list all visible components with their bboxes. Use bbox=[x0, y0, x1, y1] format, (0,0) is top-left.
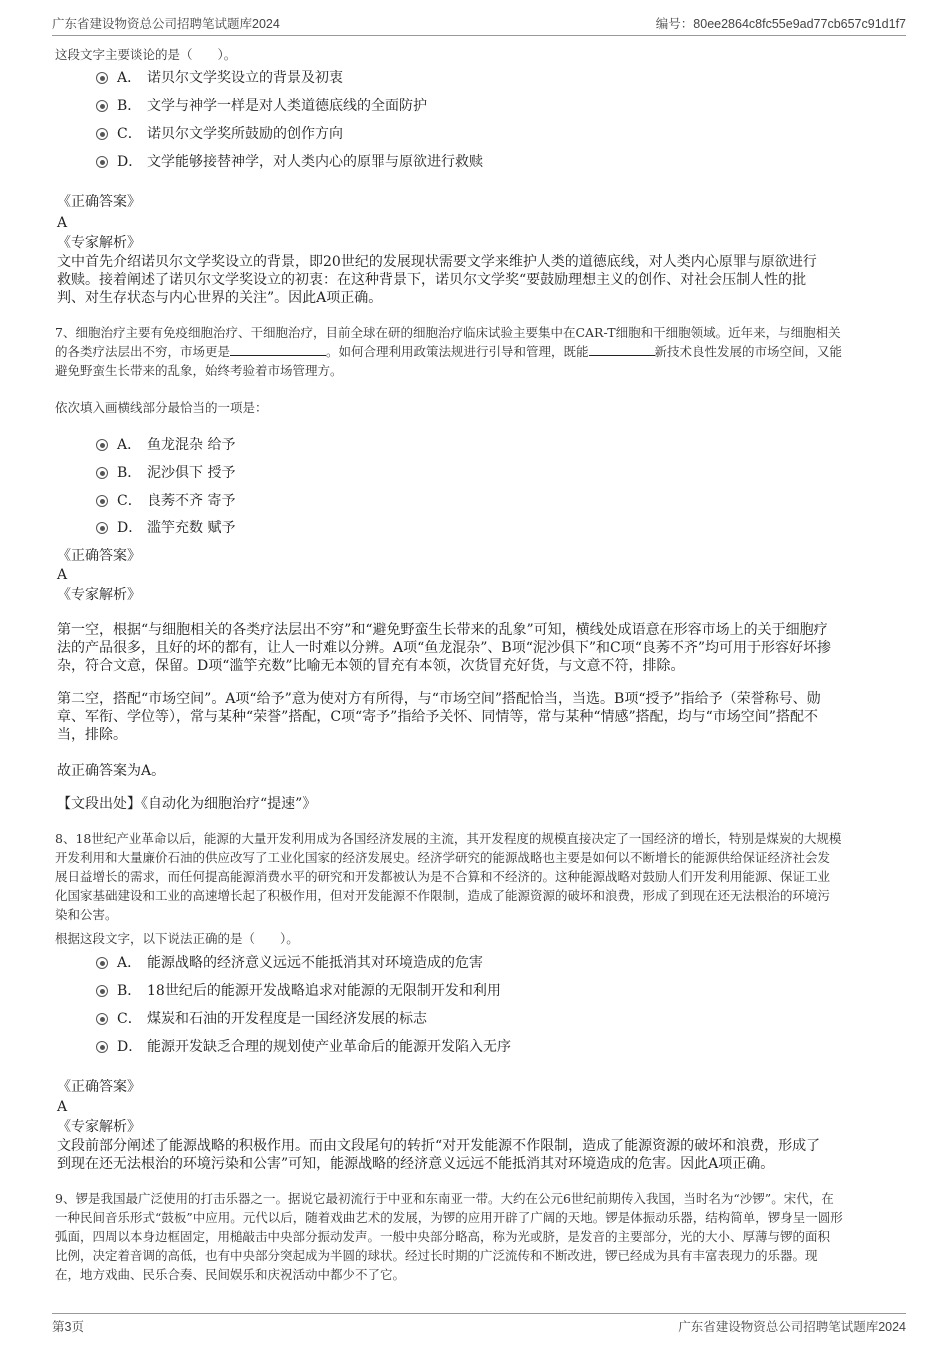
q8-stem bbox=[55, 829, 841, 924]
stem-line: 避免野蛮生长带来的乱象，始终考验着市场管理方。 bbox=[55, 363, 343, 378]
q7-option-a[interactable] bbox=[96, 434, 235, 454]
footer-title: 广东省建设物资总公司招聘笔试题库2024 bbox=[678, 1320, 906, 1334]
radio-icon[interactable] bbox=[96, 128, 108, 140]
q6-analysis bbox=[57, 253, 817, 307]
stem-part: 新技术良性发展的市场空间，又能 bbox=[654, 344, 843, 359]
stem-part: 的各类疗法层出不穷，市场更是 bbox=[55, 344, 231, 359]
q6-option-a[interactable] bbox=[96, 67, 343, 87]
option-text: 泥沙俱下 授予 bbox=[147, 465, 236, 481]
stem-line: 比例，决定着音调的高低，也有中央部分突起成为半圆的球状。经过长时期的广泛流传和不断改进，锣已经成为具有丰富表现力的乐器。现 bbox=[55, 1248, 818, 1263]
option-text: 滥竽充数 赋予 bbox=[147, 520, 236, 536]
page-footer bbox=[52, 1313, 906, 1335]
radio-icon[interactable] bbox=[96, 100, 108, 112]
radio-icon[interactable] bbox=[96, 156, 108, 168]
option-letter: A． bbox=[117, 955, 142, 971]
q7-prompt: 依次填入画横线部分最恰当的一项是： bbox=[55, 400, 268, 415]
analysis-line: 到现在还无法根治的环境污染和公害”可知，能源战略的经济意义远远不能抵消其对环境造成的危害。因此A项正确。 bbox=[57, 1156, 775, 1172]
q7-stem bbox=[55, 323, 842, 380]
header-title: 广东省建设物资总公司招聘笔试题库2024 bbox=[52, 17, 280, 31]
q6-option-d[interactable] bbox=[96, 151, 483, 171]
radio-icon[interactable] bbox=[96, 1041, 108, 1053]
blank-2 bbox=[589, 343, 655, 356]
option-text: 良莠不齐 寄予 bbox=[147, 493, 236, 509]
analysis-line: 第一空，根据“与细胞相关的各类疗法层出不穷”和“避免野蛮生长带来的乱象”可知，横线处成语意在形容市场上的关于细胞疗 bbox=[57, 622, 828, 638]
analysis-line: 章、军衔、学位等），常与某种“荣誉”搭配，C项“寄予”指给予关怀、同情等，常与某种“情感”搭配，均与“市场空间”搭配不 bbox=[57, 709, 818, 725]
stem-line: 开发利用和大量廉价石油的供应改写了工业化国家的经济发展史。经济学研究的能源战略也主要是如何以不断增长的能源供给保证经济社会发 bbox=[55, 850, 831, 865]
q7-answer: A bbox=[57, 567, 68, 583]
analysis-line: 杂，符合文意，保留。D项“滥竽充数”比喻无本领的冒充有本领，次货冒充好货，与文意不符，排除。 bbox=[57, 658, 685, 674]
option-letter: D． bbox=[117, 520, 143, 536]
option-text: 诺贝尔文学奖设立的背景及初衷 bbox=[147, 70, 343, 86]
option-letter: A． bbox=[117, 70, 142, 86]
stem-line: 弧面，四周以本身边框固定，用槌敲击中央部分振动发声。一般中央部分略高，称为光或脐，是发音的主要部分，光的大小、厚薄与锣的面积 bbox=[55, 1229, 831, 1244]
q7-analysis-para2 bbox=[57, 690, 821, 744]
option-letter: B． bbox=[117, 983, 142, 999]
option-text: 煤炭和石油的开发程度是一国经济发展的标志 bbox=[147, 1011, 427, 1027]
stem-line: 一种民间音乐形式“鼓板”中应用。元代以后，随着戏曲艺术的发展，为锣的应用开辟了广阔的天地。锣是体振动乐器，结构简单，锣身呈一圆形 bbox=[55, 1210, 843, 1225]
analysis-line: 当，排除。 bbox=[57, 727, 127, 743]
stem-line: 8、18世纪产业革命以后，能源的大量开发利用成为各国经济发展的主流，其开发程度的规模直接决定了一国经济的增长，特别是煤炭的大规模 bbox=[55, 831, 842, 846]
q6-option-b[interactable] bbox=[96, 95, 427, 115]
stem-line: 化国家基础建设和工业的高速增长起了积极作用，但对开发能源不作限制，造成了能源资源的破坏和浪费，形成了到现在还无法根治的环境污 bbox=[55, 888, 831, 903]
radio-icon[interactable] bbox=[96, 522, 108, 534]
radio-icon[interactable] bbox=[96, 1013, 108, 1025]
q7-conclusion: 故正确答案为A。 bbox=[57, 763, 166, 779]
q6-answer: A bbox=[57, 215, 68, 231]
page-number: 第3页 bbox=[52, 1320, 84, 1334]
q8-analysis-label: 《专家解析》 bbox=[57, 1119, 141, 1135]
option-text: 能源战略的经济意义远远不能抵消其对环境造成的危害 bbox=[147, 955, 483, 971]
q8-option-b[interactable] bbox=[96, 980, 501, 1000]
q9-stem bbox=[55, 1189, 843, 1284]
q8-answer-label: 《正确答案》 bbox=[57, 1079, 141, 1095]
option-text: 诺贝尔文学奖所鼓励的创作方向 bbox=[147, 126, 343, 142]
q7-option-b[interactable] bbox=[96, 462, 235, 482]
stem-line: 展日益增长的需求，而任何提高能源消费水平的研究和开发都被认为是不合算和不经济的。这种能源战略对鼓励人们开发利用能源、保证工业 bbox=[55, 869, 831, 884]
radio-icon[interactable] bbox=[96, 467, 108, 479]
analysis-line: 判、对生存状态与内心世界的关注”。因此A项正确。 bbox=[57, 290, 383, 306]
option-text: 文学能够接替神学，对人类内心的原罪与原欲进行救赎 bbox=[147, 154, 483, 170]
q8-analysis bbox=[57, 1137, 820, 1173]
q8-option-c[interactable] bbox=[96, 1008, 427, 1028]
q8-prompt: 根据这段文字，以下说法正确的是（ ）。 bbox=[55, 931, 299, 946]
radio-icon[interactable] bbox=[96, 985, 108, 997]
option-text: 18世纪后的能源开发战略追求对能源的无限制开发和利用 bbox=[147, 983, 501, 999]
q6-answer-label: 《正确答案》 bbox=[57, 194, 141, 210]
blank-1 bbox=[230, 343, 326, 356]
option-text: 鱼龙混杂 给予 bbox=[147, 437, 236, 453]
analysis-line: 文段前部分阐述了能源战略的积极作用。而由文段尾句的转折“对开发能源不作限制，造成了能源资源的破坏和浪费，形成了 bbox=[57, 1138, 821, 1154]
option-letter: D． bbox=[117, 154, 143, 170]
q7-answer-label: 《正确答案》 bbox=[57, 548, 141, 564]
q7-option-c[interactable] bbox=[96, 490, 235, 510]
q7-option-d[interactable] bbox=[96, 517, 235, 537]
analysis-line: 第二空，搭配“市场空间”。A项“给予”意为使对方有所得，与“市场空间”搭配恰当，当选。B项“授予”指给予（荣誉称号、勋 bbox=[57, 691, 821, 707]
option-letter: C． bbox=[117, 1011, 142, 1027]
q6-analysis-label: 《专家解析》 bbox=[57, 235, 141, 251]
stem-line bbox=[55, 342, 842, 361]
q6-option-c[interactable] bbox=[96, 123, 343, 143]
radio-icon[interactable] bbox=[96, 72, 108, 84]
radio-icon[interactable] bbox=[96, 957, 108, 969]
stem-line: 染和公害。 bbox=[55, 907, 118, 922]
option-letter: B． bbox=[117, 465, 142, 481]
option-letter: B． bbox=[117, 98, 142, 114]
radio-icon[interactable] bbox=[96, 495, 108, 507]
q8-option-d[interactable] bbox=[96, 1036, 511, 1056]
analysis-line: 救赎。接着阐述了诺贝尔文学奖设立的初衷：在这种背景下，诺贝尔文学奖“要鼓励理想主义的创作、对社会压制人性的批 bbox=[57, 272, 807, 288]
document-number: 编号：80ee2864c8fc55e9ad77cb657c91d1f7 bbox=[655, 17, 906, 31]
option-letter: C． bbox=[117, 126, 142, 142]
q8-option-a[interactable] bbox=[96, 952, 483, 972]
stem-line: 7、细胞治疗主要有免疫细胞治疗、干细胞治疗，目前全球在研的细胞治疗临床试验主要集中在CAR-T细胞和干细胞领域。近年来，与细胞相关 bbox=[55, 325, 841, 340]
analysis-line: 法的产品很多，且好的坏的都有，让人一时难以分辨。A项“鱼龙混杂”、B项“泥沙俱下”和C项“良莠不齐”均可用于形容好坏掺 bbox=[57, 640, 832, 656]
stem-line: 在，地方戏曲、民乐合奏、民间娱乐和庆祝活动中都少不了它。 bbox=[55, 1267, 406, 1282]
option-letter: C． bbox=[117, 493, 142, 509]
q7-analysis-para1 bbox=[57, 621, 831, 675]
stem-part: 。如何合理利用政策法规进行引导和管理，既能 bbox=[326, 344, 589, 359]
q7-analysis-label: 《专家解析》 bbox=[57, 587, 141, 603]
q7-source: 【文段出处】《自动化为细胞治疗“提速”》 bbox=[57, 796, 317, 812]
option-text: 文学与神学一样是对人类道德底线的全面防护 bbox=[147, 98, 427, 114]
analysis-line: 文中首先介绍诺贝尔文学奖设立的背景，即20世纪的发展现状需要文学来维护人类的道德底线，对人类内心原罪与原欲进行 bbox=[57, 254, 817, 270]
q8-answer: A bbox=[57, 1099, 68, 1115]
option-letter: D． bbox=[117, 1039, 143, 1055]
option-text: 能源开发缺乏合理的规划使产业革命后的能源开发陷入无序 bbox=[147, 1039, 511, 1055]
q6-stem: 这段文字主要谈论的是（ ）。 bbox=[55, 47, 237, 62]
option-letter: A． bbox=[117, 437, 142, 453]
stem-line: 9、锣是我国最广泛使用的打击乐器之一。据说它最初流行于中亚和东南亚一带。大约在公元6世纪前期传入我国，当时名为“沙锣”。宋代，在 bbox=[55, 1191, 834, 1206]
page-header bbox=[52, 14, 906, 36]
radio-icon[interactable] bbox=[96, 439, 108, 451]
